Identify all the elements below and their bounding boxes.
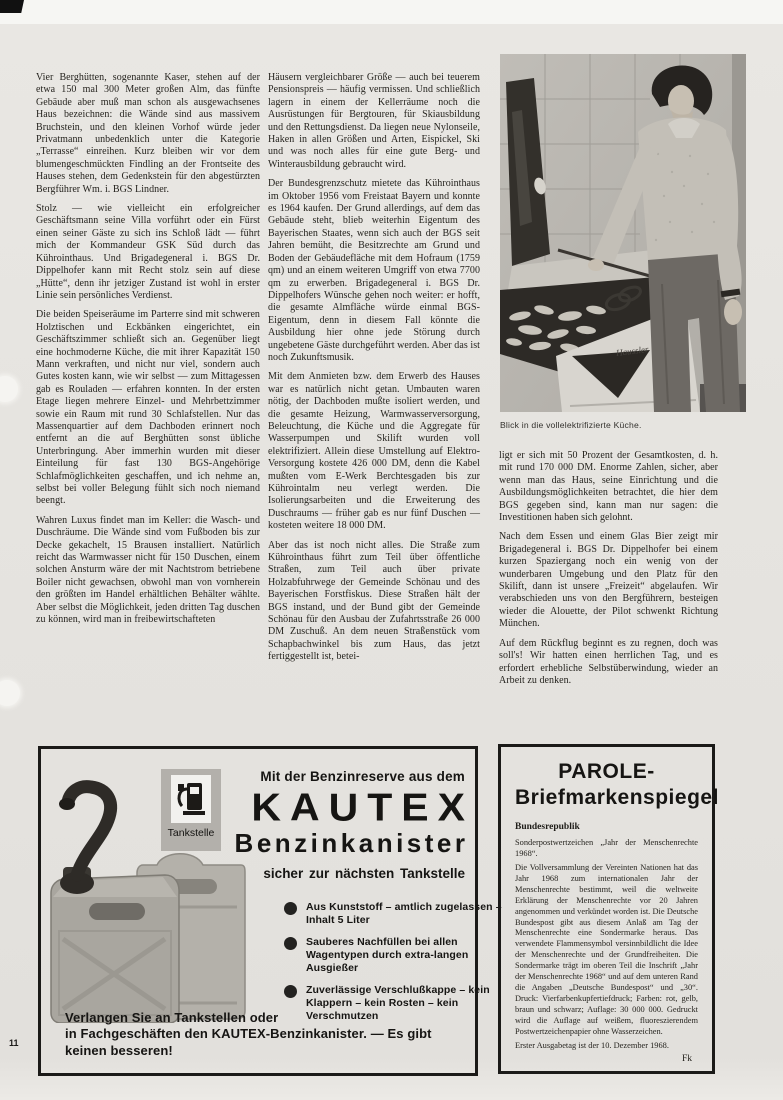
bullet-item [284,901,514,927]
parole-paragraph: Erster Ausgabetag ist der 10. Dezember 1968. [515,1040,669,1050]
bullet-item [284,936,514,975]
parole-title-line2: Briefmarkenspiegel [515,785,719,809]
kautex-footer-line1: Verlangen Sie an Tankstellen oder [65,1009,279,1025]
article-paragraph: Häusern vergleichbarer Größe — auch bei teuerem Pensionspreis — häufig vermissen. Und schließlich lagern in einem der Kellerräume noch die Ausrüstungen für Bergtouren, für Skiausbildung und den Rettungsdienst. Da liegen neue Nylonseile, Haken in allen Größen und Arten, Eispickel, Ski und was noch alles für eine gute Berg- und Winterausbildung gebraucht wird. [268,72,480,170]
parole-paragraph: Sonderpostwertzeichen „Jahr der Menschenrechte 1968“. [515,838,698,859]
tankstelle-sign [161,769,221,851]
parole-title [515,759,719,810]
parole-body [515,838,698,1051]
bullet-text: Sauberes Nachfüllen bei allen Wagentypen durch extra-langen Ausgießer [306,936,469,974]
article-paragraph: Aber das ist noch nicht alles. Die Straße zum Kührointhaus führt zum Teil über öffentliche Straßen, zum Teil auch über private Holzabfuhrwege der Gemeinde Schönau und des Bayerischen Forstfiskus. Diese Straßen hält der BGS instand, und der Bund gibt der Gemeinde Schönau für den Ausbau der Zufahrtsstraße 26 000 DM Zuschuß. An dem neuen Straßenstück vom Schapbachwinkel bis zum Haus, das jetzt fertiggestellt ist, betei- [268,539,480,663]
kautex-intro: Mit der Benzinreserve aus dem [260,769,465,784]
article-paragraph: Mit dem Anmieten bzw. dem Erwerb des Hauses war es natürlich nicht getan. Umbauten waren nötig, der Dachboden mußte isoliert werden, und die gesamte Heizung, Warmwasserversorgung, Beleuchtung, die Küche und die Aggregate für Wasserpumpen und Skilift wurden voll elektrifiziert. Allein diese Umstellung auf Elektro-Versorgung kostete 426 000 DM, denn die Kabel mußten vom E-Werk Berchtesgaden bis zur Kührointalm neu verlegt werden. Die Isolierungsarbeiten und die Erweiterung des Duschraums — früher gab es nur fünf Duschen — kosteten weitere 18 000 DM. [268,371,480,532]
kautex-brand: KAUTEX [251,785,474,830]
article-column-2 [268,72,480,671]
article-paragraph: Der Bundesgrenzschutz mietete das Kührointhaus im Oktober 1956 vom Freistaat Bayern und konnte es 1964 kaufen. Der Grund allerdings, auf dem das Gebäude steht, blieb weiterhin Eigentum des Bayerischen Staates, wenn sich auch der BGS seit Jahren bemüht, die Besitzrechte am Grund und Boden der Gebäudefläche mit dem Hofraum (1759 qm) und an einem weiteren Umgriff von etwa 7700 qm zu erwerben. Brigadegeneral i. BGS Dr. Dippelhofers Wünsche gehen noch weiter: er hofft, die gesamte Almfläche würde einmal BGS-Eigentum, denn in diesem Fall könnte die Ausbildung hier ohne jede Störung durch ungebetene Gäste durchgeführt werden. Aber das ist noch Zukunftsmusik. [268,178,480,363]
parole-title-line1: PAROLE- [558,760,655,783]
bullet-text: Zuverlässige Verschlußkappe – kein Klappern – kein Rosten – kein Verschmutzen [306,984,490,1022]
punch-hole [0,680,20,706]
parole-section-heading: Bundesrepublik [515,822,580,833]
bullet-dot-icon [284,902,297,915]
kitchen-photo-illustration [500,54,746,412]
article-paragraph: Wahren Luxus findet man im Keller: die Wasch- und Duschräume. Die Wände sind vom Fußboden bis zur Decke gekachelt, 15 Brausen installiert. Natürlich reicht das Warmwasser nicht für 150 Duschen, einem solchen Ansturm wäre der mit Nachtstrom betriebene Boiler nicht gewachsen, obwohl man von vornherein den größten im Handel erhältlichen Behälter wählte. Aber selbst die Möglichkeit, jeden dritten Tag duschen zu können, wird man in freibewirtschafteten [36,514,260,626]
kautex-ad [38,746,502,1076]
parole-ad [498,744,719,1074]
bullet-text: Aus Kunststoff – amtlich zugelassen – Inhalt 5 Liter [306,901,502,926]
kautex-footer-line2: in Fachgeschäften den KAUTEX-Benzinkanister. — Es gibt keinen besseren! [65,1026,432,1058]
parole-paragraph: Die Vollversammlung der Vereinten Nationen hat das Jahr 1968 zum internationalen Jahr der Menschenrechte bestimmt, weil die weltweite Erklärung der Menschenrechte vor 20 Jahren angenommen und verkündet worden ist. Die Deutsche Bundespost gibt aus diesem Anlaß am Tag der Menschenrechte eine Sondermarke heraus. Das verwendete Flammensymbol versinnbildlicht die Idee der Menschenrechte und der Grundfreiheiten. Die Sondermarke trägt im oberen Teil die Inschrift „Jahr der Menschenrechte 1968“ und auf dem unteren Rand die Angaben „Deutsche Bundespost“ und „30“. Druck: Vierfarbenkupfertiefdruck; Farben: rot, gelb, braun und schwarz; Auflage: 30 000 000. Gedruckt wird die Auflage auf weißem, fluoreszierendem Postwertzeichenpapier ohne Wasserzeichen. [515,863,698,1036]
machine-brand-label: Haussler [615,344,650,358]
tankstelle-sign-label: Tankstelle [167,827,215,839]
article-paragraph: Auf dem Rückflug beginnt es zu regnen, doch was soll's! Wir hatten einen herrlichen Tag, und es erfordert erhebliche Selbstüberwindung, wieder an Arbeit zu denken. [499,637,718,686]
scan-corner-mark [0,0,24,13]
kautex-product: Benzinkanister [234,828,469,858]
parole-signature: Fk [681,1054,692,1065]
article-column-3 [499,450,718,694]
paper [0,24,783,1100]
kautex-footer [65,1010,475,1060]
article-paragraph: Nach dem Essen und einem Glas Bier zeigt mir Brigadegeneral i. BGS Dr. Dippelhofer bei einem kurzen Spaziergang noch ein wenig von der wunderbaren Umgebung und den Platz für den Skilift, dann ist unsere „Freizeit“ abgelaufen. Wir verabschieden uns von den Bergführern, besteigen wieder die Alouette, der Pilot schwenkt Richtung München. [499,531,718,630]
fuel-pump-icon [171,775,211,823]
article-paragraph: Die beiden Speiseräume im Parterre sind mit schweren Holztischen und Eckbänken eingerichtet, ein Geschäftszimmer schließt sich an. Gegenüber liegt eine hochmoderne Küche, die mit ihrer Kapazität 150 Mann verkraften, und nicht nur viel, sondern auch Gutes kosten kann, wie wir selbst — zum Mittagessen gab es Rouladen — erfahren konnten. In der ersten Etage liegen mehrere Einzel- und Mehrbettzimmer sowie ein Raum mit rund 30 Schlafstellen. Nur das Massenquartier auf dem Dachboden erinnert noch entfernt an die auf Berghütten sonst übliche Unterbringung. Aber immerhin wurden mit dieser Einteilung für fast 130 BGS-Angehörige Schlafmöglichkeiten geschaffen, und ich nehme an, selbst bei voller Belegung fühlt sich noch niemand beengt. [36,309,260,507]
page-number: 11 [9,1038,19,1048]
bullet-dot-icon [284,937,297,950]
photo-caption: Blick in die vollelektrifizierte Küche. [500,420,642,430]
punch-hole [0,376,18,402]
article-paragraph: Stolz — wie vielleicht ein erfolgreicher Geschäftsmann seine Villa vorführt oder ein Fürst einen seiner Gäste zu sich ins Schloß lädt — führt mich der Kommandeur GSK Süd durch das Kührointhaus. Und Brigadegeneral i. BGS Dr. Dippelhofer kann mit Recht stolz sein auf diese „Hütte“, denn ihr jetziger Zustand ist wohl in erster Linie sein persönliches Verdienst. [36,203,260,301]
article-column-1 [36,72,260,633]
article-paragraph: ligt er sich mit 50 Prozent der Gesamtkosten, d. h. mit rund 170 000 DM. Enorme Zahlen, sicher, aber wenn man das Haus, seine Einrichtung und die Ausbildungsmöglichkeiten betrachtet, die hier dem BGS gegeben sind, kann man nur sagen: die Investitionen haben sich gelohnt. [499,450,718,524]
kitchen-photo [500,54,746,412]
kautex-tagline: sicher zur nächsten Tankstelle [263,866,465,882]
article-paragraph: Vier Berghütten, sogenannte Kaser, stehen auf der etwa 150 mal 300 Meter großen Alm, das fünfte Gebäude aber muß man schon als ausgewachsenes Haus bezeichnen: die Wände sind aus massivem Bruchstein, und den kleinen Vorhof würde jeder Privatmann unbedenklich unter die Kategorie „Terrasse“ einreihen. Kurz bleiben wir vor dem blumengeschmückten Findling an der Frontseite des Hauses stehen, dem Gedenkstein für den abgestürzten Bergführer Wm. i. BGS Lindner. [36,72,260,195]
bullet-dot-icon [284,985,297,998]
kautex-copy [219,769,474,882]
